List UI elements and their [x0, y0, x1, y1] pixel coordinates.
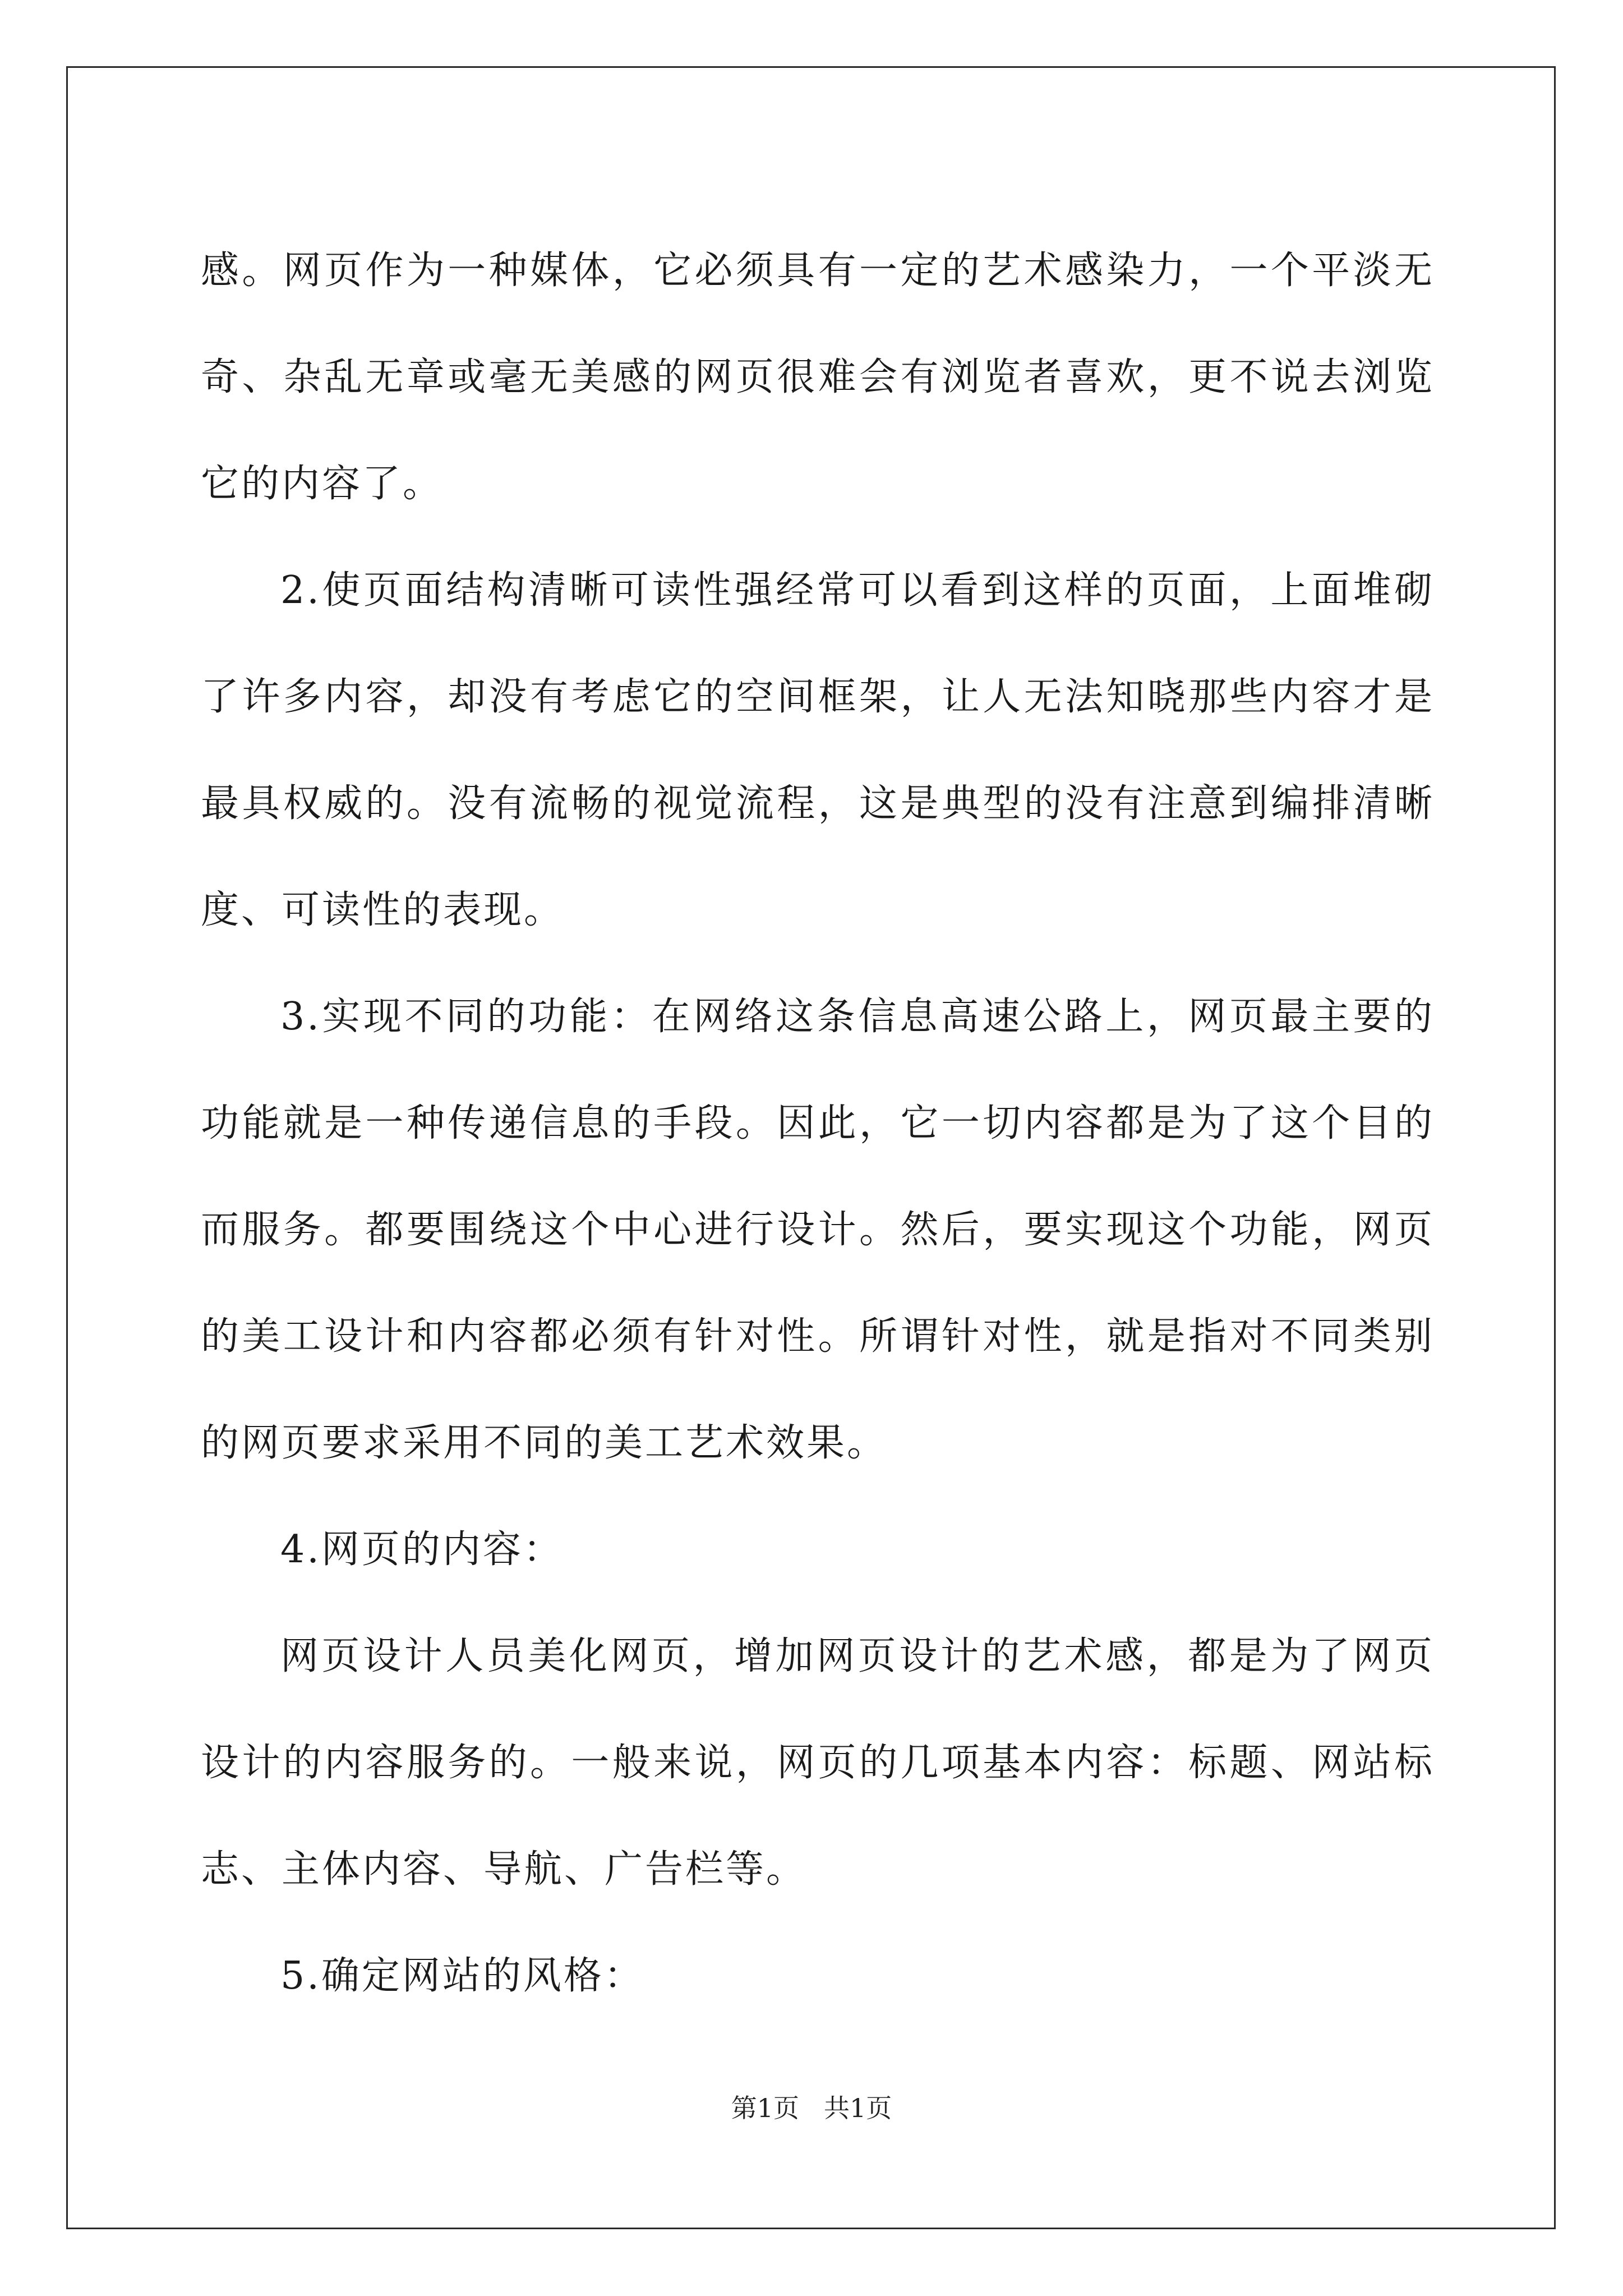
- paragraph-3: 3.实现不同的功能：在网络这条信息高速公路上，网页最主要的功能就是一种传递信息的手段。因此，它一切内容都是为了这个目的而服务。都要围绕这个中心进行设计。然后，要实现这个功能，网页的美工设计和内容都必须有针对性。所谓针对性，就是指对不同类别的网页要求采用不同的美工艺术效果。: [201, 995, 1435, 1465]
- document-body: [201, 218, 1435, 2030]
- paragraph-5: 网页设计人员美化网页，增加网页设计的艺术感，都是为了网页设计的内容服务的。一般来说，网页的几项基本内容：标题、网站标志、主体内容、导航、广告栏等。: [201, 1634, 1435, 1892]
- page-number: 第1页: [731, 2093, 799, 2123]
- total-pages: 共1页: [824, 2093, 892, 2123]
- paragraph-6-heading: 5.确定网站的风格：: [280, 1954, 644, 1998]
- paragraph-2: 2.使页面结构清晰可读性强经常可以看到这样的页面，上面堆砌了许多内容，却没有考虑它的空间框架，让人无法知晓那些内容才是最具权威的。没有流畅的视觉流程，这是典型的没有注意到编排清晰度、可读性的表现。: [201, 568, 1435, 932]
- page-footer: [0, 2091, 1623, 2125]
- paragraph-1: 感。网页作为一种媒体，它必须具有一定的艺术感染力，一个平淡无奇、杂乱无章或毫无美感的网页很难会有浏览者喜欢，更不说去浏览它的内容了。: [201, 249, 1435, 506]
- paragraph-4-heading: 4.网页的内容：: [280, 1527, 564, 1572]
